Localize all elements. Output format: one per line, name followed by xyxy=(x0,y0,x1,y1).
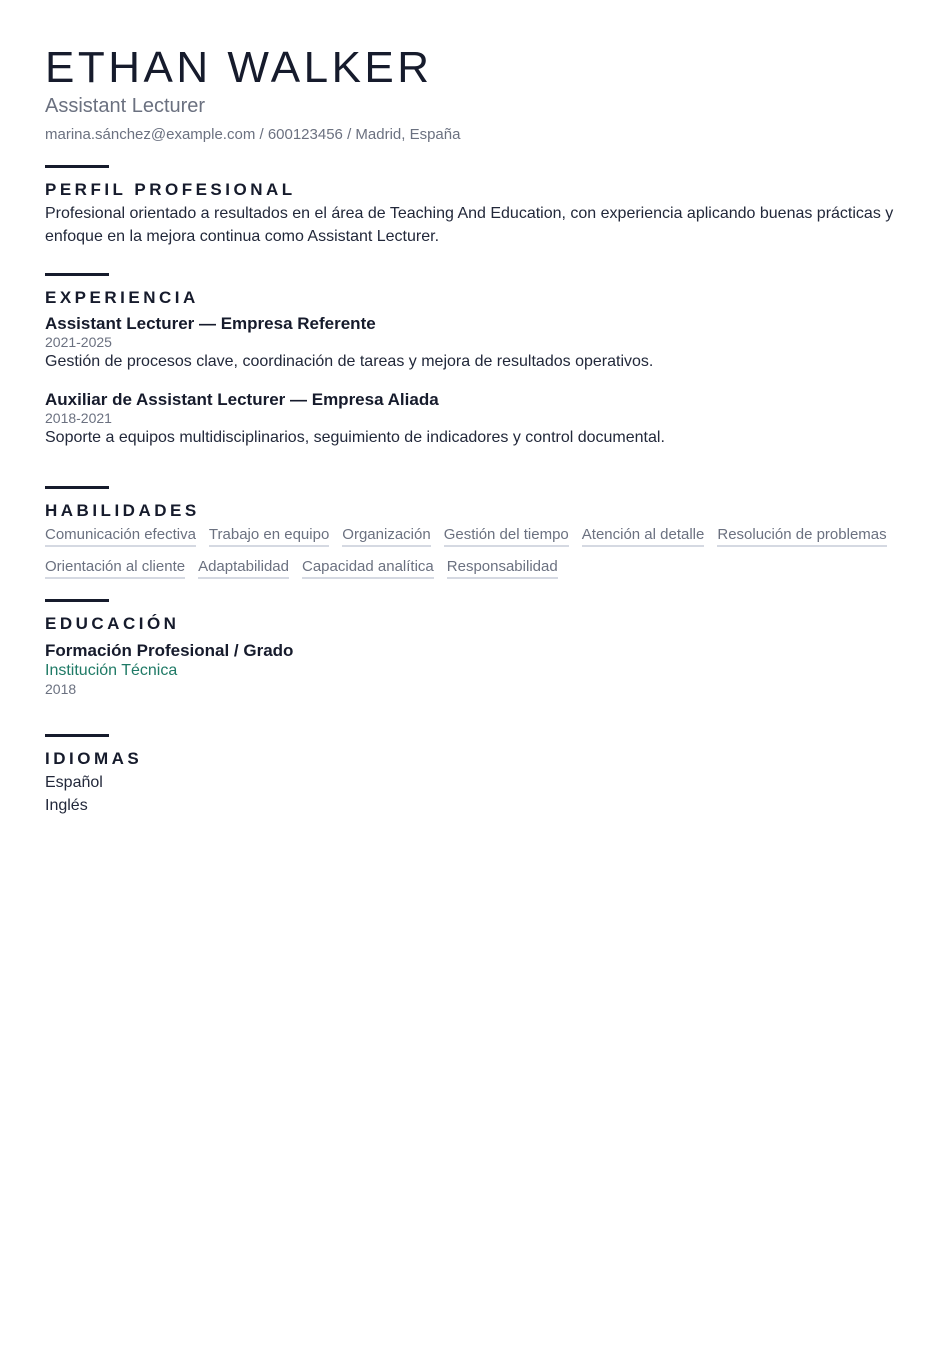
skill-tag: Atención al detalle xyxy=(582,525,705,547)
job-dates: 2021-2025 xyxy=(45,334,112,350)
section-heading-education: EDUCACIÓN xyxy=(45,614,180,633)
skill-tag: Orientación al cliente xyxy=(45,557,185,579)
education-degree: Formación Profesional / Grado xyxy=(45,641,294,660)
experience-item xyxy=(45,314,907,372)
skill-tag: Responsabilidad xyxy=(447,557,558,579)
experience-section xyxy=(45,273,907,448)
section-divider xyxy=(45,486,109,489)
skill-tag: Adaptabilidad xyxy=(198,557,289,579)
candidate-name: ETHAN WALKER xyxy=(45,43,433,92)
profile-section xyxy=(45,165,907,248)
language-item: Español xyxy=(45,774,103,791)
education-year: 2018 xyxy=(45,681,77,697)
contact-line: marina.sánchez@example.com / 600123456 / Madrid, España xyxy=(45,126,461,143)
skill-tag: Capacidad analítica xyxy=(302,557,434,579)
job-title: Auxiliar de Assistant Lecturer — Empresa Aliada xyxy=(45,390,439,409)
education-section xyxy=(45,599,907,699)
skill-tag: Comunicación efectiva xyxy=(45,525,196,547)
section-heading-experience: EXPERIENCIA xyxy=(45,288,199,307)
section-divider xyxy=(45,165,109,168)
job-description: Soporte a equipos multidisciplinarios, seguimiento de indicadores y control documental. xyxy=(45,429,665,446)
job-dates: 2018-2021 xyxy=(45,410,112,426)
education-institution: Institución Técnica xyxy=(45,662,178,679)
candidate-role: Assistant Lecturer xyxy=(45,95,206,117)
job-title: Assistant Lecturer — Empresa Referente xyxy=(45,314,376,333)
experience-item xyxy=(45,390,907,448)
section-heading-skills: HABILIDADES xyxy=(45,501,200,520)
skill-tag: Gestión del tiempo xyxy=(444,525,569,547)
section-heading-languages: IDIOMAS xyxy=(45,749,143,768)
skill-tag: Organización xyxy=(342,525,430,547)
skills-section xyxy=(45,486,907,579)
section-heading-profile: PERFIL PROFESIONAL xyxy=(45,180,296,199)
section-divider xyxy=(45,734,109,737)
job-description: Gestión de procesos clave, coordinación de tareas y mejora de resultados operativos. xyxy=(45,353,654,370)
skills-list xyxy=(45,525,907,579)
skill-tag: Trabajo en equipo xyxy=(209,525,329,547)
section-divider xyxy=(45,599,109,602)
language-item: Inglés xyxy=(45,797,88,814)
skill-tag: Resolución de problemas xyxy=(717,525,886,547)
profile-text: Profesional orientado a resultados en el área de Teaching And Education, con experiencia aplicando buenas prácticas y enfoque en la mejora continua como Assistant Lecturer. xyxy=(45,205,894,245)
section-divider xyxy=(45,273,109,276)
languages-section xyxy=(45,734,907,817)
